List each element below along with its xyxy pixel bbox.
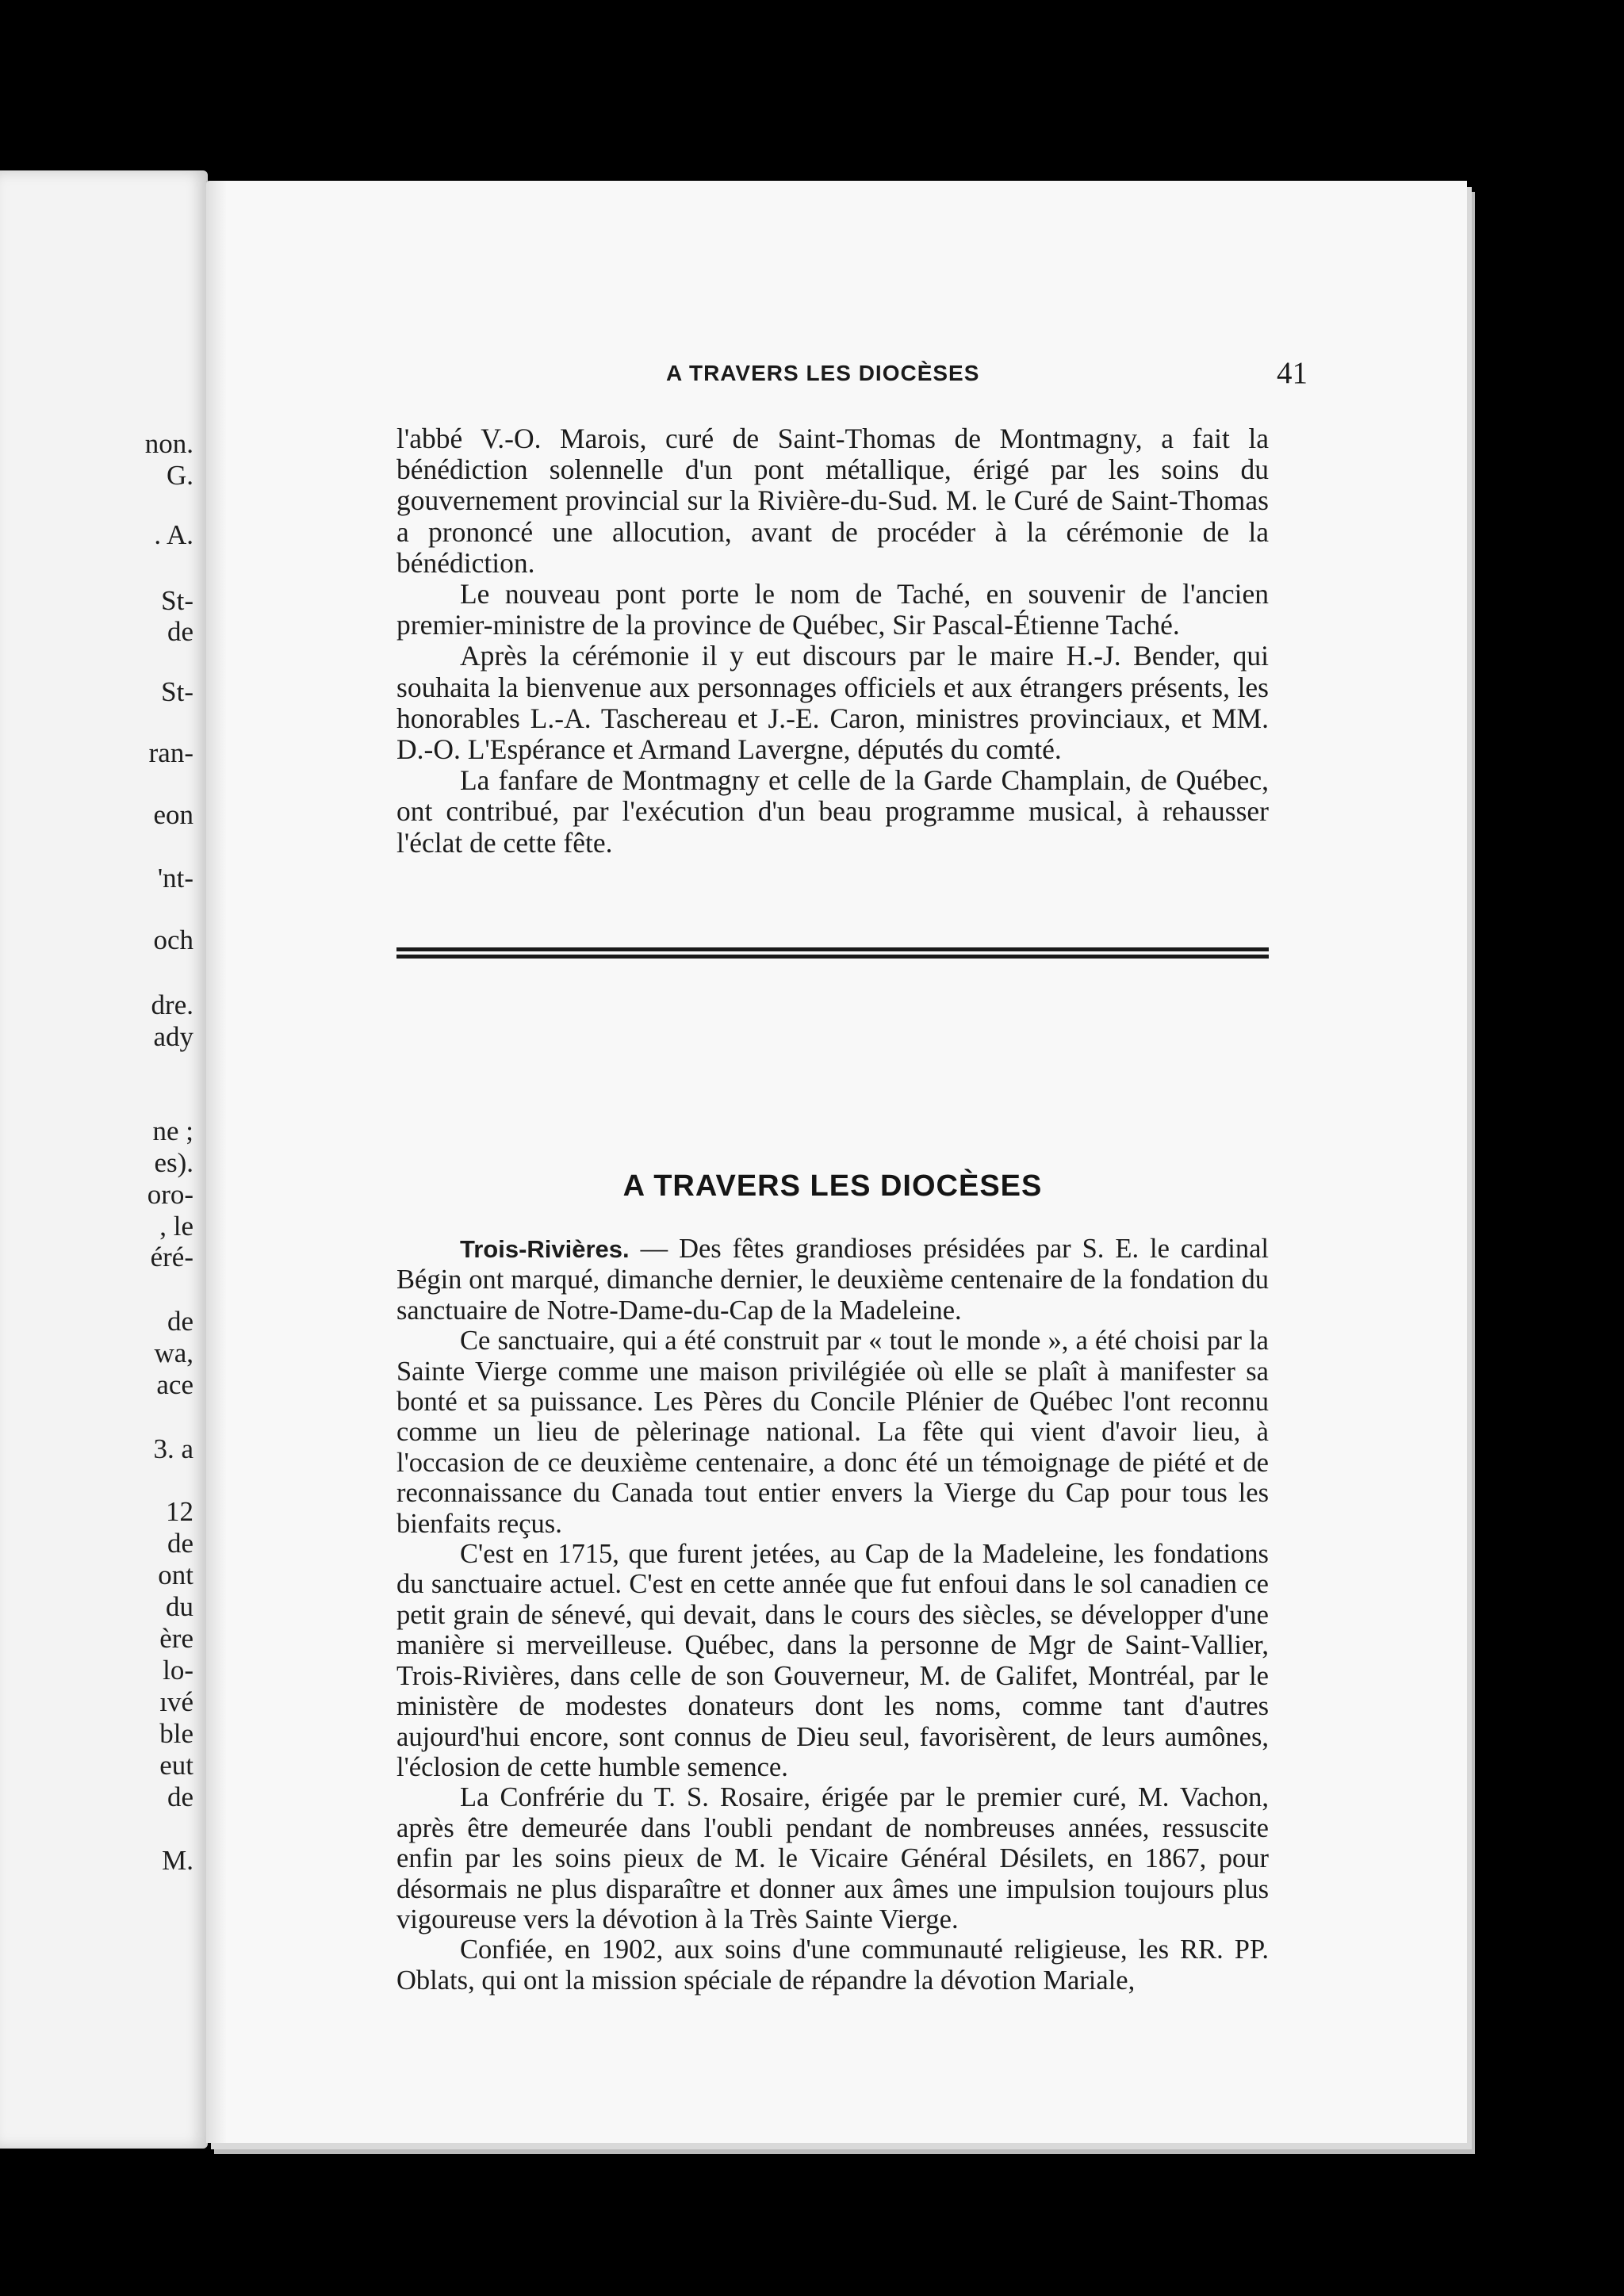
lead-text: — Des fêtes grandioses présidées par S. E. le cardinal Bégin ont marqué, dimanche dernier, le deuxième centenaire de la fondation du sanctuaire de Notre-Dame-du-Cap de la Madeleine. <box>396 1234 1269 1326</box>
left-page-line: , le <box>159 1211 193 1242</box>
lead-place-name: Trois-Rivières. <box>460 1235 630 1263</box>
left-page-line: wa, <box>154 1337 193 1368</box>
left-page-line: ble <box>159 1718 193 1749</box>
left-page-line: dre. <box>151 989 193 1020</box>
left-page-line: eut <box>159 1750 193 1781</box>
left-page-line: du <box>166 1591 193 1622</box>
left-page-line: eon <box>153 799 193 830</box>
paragraph: Le nouveau pont porte le nom de Taché, en souvenir de l'ancien premier-ministre de la province de Québec, Sir Pascal-Étienne Taché. <box>396 578 1269 641</box>
running-head: A TRAVERS LES DIOCÈSES <box>666 361 980 385</box>
paragraph: La fanfare de Montmagny et celle de la Garde Champlain, de Québec, ont contribué, par l'exécution d'un beau programme musical, à rehausser l'éclat de cette fête. <box>396 764 1269 859</box>
paragraph: Ce sanctuaire, qui a été construit par « tout le monde », a été choisi par la Sainte Vierge comme une maison privilégiée où elle se plaît à manifester sa bonté et sa puissance. Les Pères du Concile Plénier de Québec l'ont reconnu comme un lieu de pèlerinage national. La fête qui vient d'avoir lieu, à l'occasion de ce deuxième centenaire, a donc été un témoignage de piété et de reconnaissance du Canada tout entier envers la Vierge du Cap pour tous les bienfaits reçus. <box>396 1326 1269 1539</box>
article-continuation <box>396 423 1269 859</box>
paragraph: La Confrérie du T. S. Rosaire, érigée par le premier curé, M. Vachon, après être demeurée dans l'oubli pendant de nombreuses années, ressuscite enfin par les soins pieux de M. le Vicaire Général Désilets, en 1867, pour désormais ne plus disparaître et donner aux âmes une impulsion toujours plus vigoureuse vers la dévotion à la Très Sainte Vierge. <box>396 1782 1269 1934</box>
left-page-line: 12 <box>166 1496 193 1527</box>
left-page-line: 'nt- <box>157 863 193 894</box>
left-page-line: och <box>153 924 193 955</box>
left-page-line: éré- <box>150 1242 193 1272</box>
left-page-line: es). <box>154 1147 193 1178</box>
left-page-line: ıvé <box>159 1686 193 1717</box>
left-page-line: de <box>167 616 193 647</box>
left-page-line: M. <box>162 1845 193 1876</box>
left-page-line: . A. <box>154 519 193 550</box>
left-page-line: ne ; <box>152 1115 193 1146</box>
left-page-line: St- <box>161 585 193 616</box>
left-page-line: ace <box>156 1369 193 1400</box>
left-page-line: ran- <box>148 737 193 768</box>
left-page-line: de <box>167 1528 193 1559</box>
paragraph: Après la cérémonie il y eut discours par le maire H.-J. Bender, qui souhaita la bienvenue aux personnages officiels et aux étrangers présents, les honorables L.-A. Taschereau et J.-E. Caron, ministres provinciaux, et MM. D.-O. L'Espérance et Armand Lavergne, députés du comté. <box>396 640 1269 766</box>
left-page-line: de <box>167 1306 193 1337</box>
double-rule-divider <box>396 947 1269 959</box>
lead-paragraph <box>396 1234 1269 1326</box>
paragraph: Confiée, en 1902, aux soins d'une communauté religieuse, les RR. PP. Oblats, qui ont la mission spéciale de répandre la dévotion Mariale, <box>396 1934 1269 1996</box>
page-number: 41 <box>1277 356 1308 390</box>
left-page-line: oro- <box>147 1179 193 1210</box>
left-page-line: non. <box>144 428 193 459</box>
left-page-line: G. <box>166 460 193 491</box>
left-page-line: ady <box>153 1021 193 1052</box>
paragraph: l'abbé V.-O. Marois, curé de Saint-Thomas de Montmagny, a fait la bénédiction solennelle d'un pont métallique, érigé par les soins du gouvernement provincial sur la Rivière-du-Sud. M. le Curé de Saint-Thomas a prononcé une allocution, avant de procéder à la cérémonie de la bénédiction. <box>396 423 1269 579</box>
left-page-fragment <box>0 170 208 2149</box>
left-page-line: lo- <box>163 1655 193 1686</box>
paragraph: C'est en 1715, que furent jetées, au Cap de la Madeleine, les fondations du sanctuaire actuel. C'est en cette année que fut enfoui dans le sol canadien ce petit grain de sénevé, qui devait, dans le cours des siècles, se développer d'une manière si merveilleuse. Québec, dans la personne de Mgr de Saint-Vallier, Trois-Rivières, dans celle de son Gouverneur, M. de Galifet, Montréal, par le ministère de modestes donateurs dont les noms, comme tant d'autres aujourd'hui encore, sont connus de Dieu seul, favorisèrent, de leurs aumônes, l'éclosion de cette humble semence. <box>396 1539 1269 1782</box>
diocese-news <box>396 1234 1269 1996</box>
left-page-line: ont <box>158 1559 193 1590</box>
left-page-line: St- <box>161 676 193 707</box>
page <box>206 181 1467 2143</box>
left-page-line: 3. a <box>153 1433 193 1464</box>
section-title: A TRAVERS LES DIOCÈSES <box>622 1169 1043 1203</box>
left-page-line: de <box>167 1781 193 1812</box>
page-gutter-shadow <box>206 181 227 2143</box>
left-page-line: ère <box>159 1623 193 1654</box>
